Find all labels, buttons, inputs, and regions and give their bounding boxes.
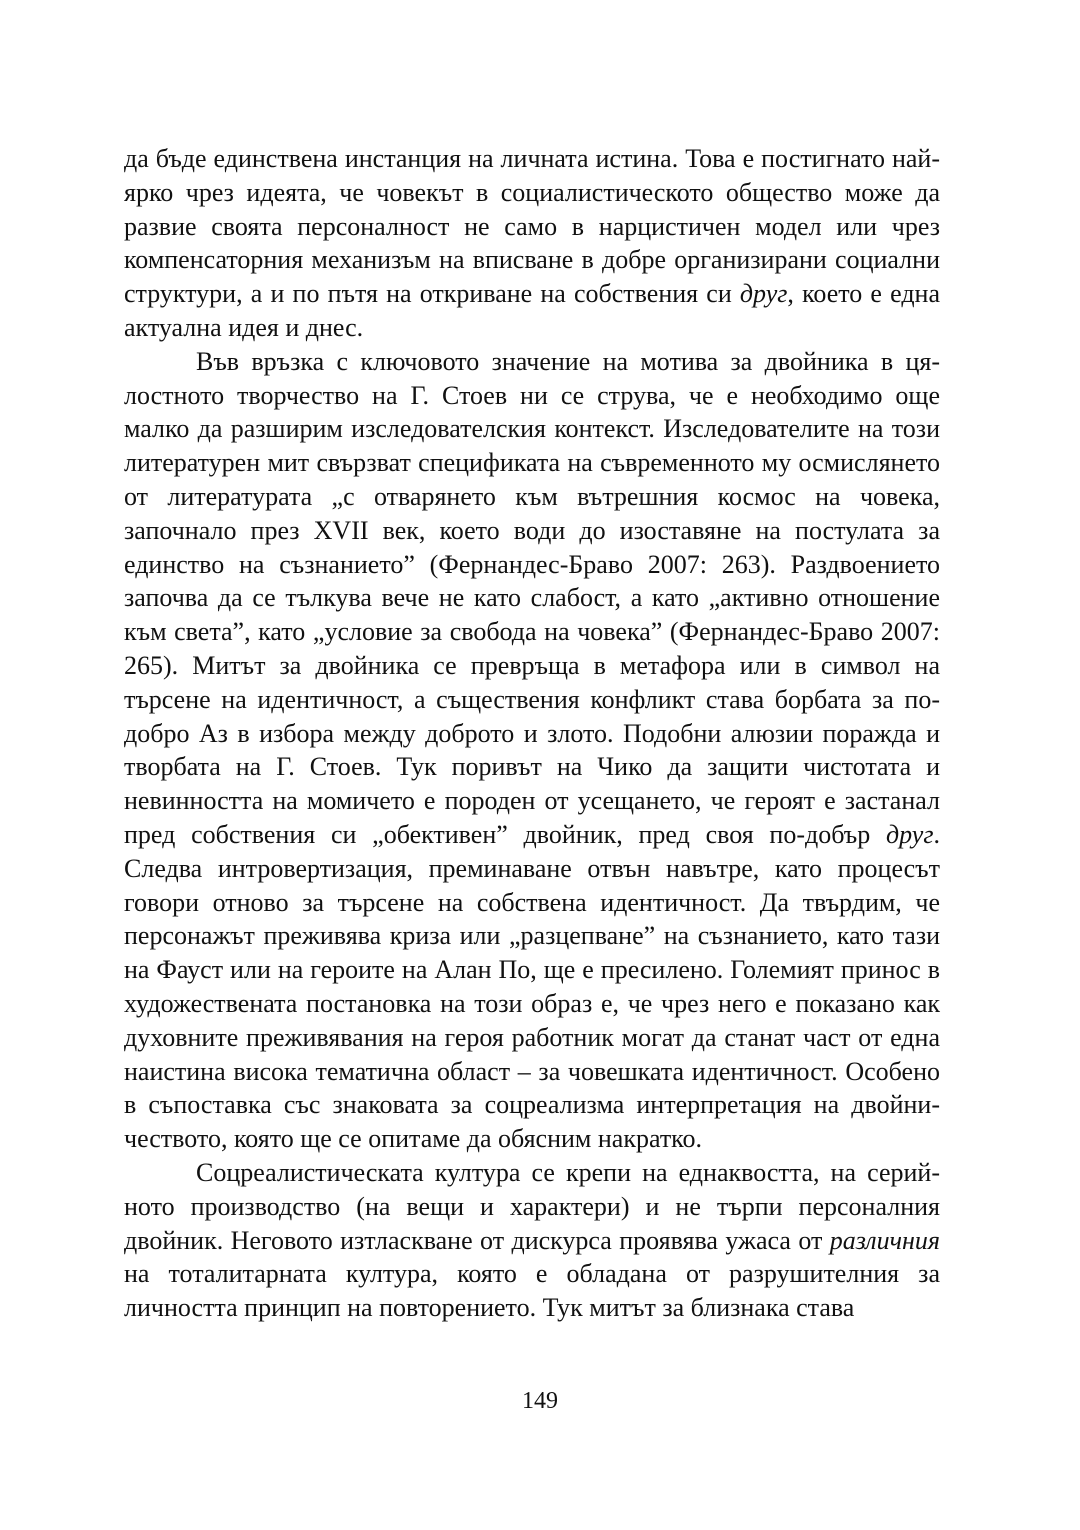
page-number: 149: [522, 1388, 558, 1414]
text-run: , което е една актуална идея и днес.: [124, 279, 940, 342]
body-text: [124, 142, 940, 1325]
text-run: да бъде единствена инстанция на личната истина. Това е постигнато най-ярко чрез идеята, че човекът в социалистическото общество може да развие своята персоналност не само в нарцистичен модел или чрез компенсаторния механизъм на вписване в добре организирани социални структури, а и по пътя на откриване на собствения си: [124, 144, 940, 309]
text-run: Соцреалистическата култура се крепи на еднаквостта, на серийното производство (на вещи и характери) и не търпи персоналния двойник. Неговото изтласкване от дискурса проявява ужаса от: [124, 1157, 940, 1255]
text-run: . Следва интровертизация, преминаване отвън навътре, като процесът говори отново за търсене на собствена идентичност. Да твърдим, че персонажът преживява криза или „разцепване” на съзнанието, като тази на Фауст или на героите на Алан По, ще е пресилено. Големият принос в художествената постановка на този образ е, че чрез него е показано как духовните преживявания на героя работник могат да станат част от една наистина висока тематична област – за човешката идентичност. Особено в съпоставка със знаковата за соцреализма интерпретация на двойничеството, която ще се опитаме да обясним накратко.: [124, 819, 940, 1154]
paragraph-2: [124, 345, 940, 1156]
italic-text: друг: [886, 819, 934, 849]
paragraph-1: [124, 142, 940, 345]
text-run: на тоталитарната култура, която е обладана от разрушителния за личността принцип на повторението. Тук митът за близнака става: [124, 1259, 940, 1323]
italic-text: друг: [739, 279, 788, 309]
italic-text: различния: [829, 1225, 940, 1255]
paragraph-3: [124, 1156, 940, 1325]
text-run: Във връзка с ключовото значение на мотива за двойника в цялостното творчество на Г. Стоев ни се струва, че е необходимо още малко да разширим изследователския контекст. Изследователите на този литературен мит свързват спецификата на съвременното му осмислянето от литературата „с отварянето към вътрешния космос на човека, започнало през XVII век, което води до изоставяне на постулата за единство на съзнанието” (Фернандес-Браво 2007: 263). Раздвоението започва да се тълкува вече не като слабост, а като „активно отношение към света”, като „условие за свобода на човека” (Фернандес-Браво 2007: 265). Митът за двойника се превръща в метафора или в символ на търсене на идентичност, а съществения конфликт става борбата за по-добро Аз в избора между доброто и злото. Подобни алюзии поражда и творбата на Г. Стоев. Тук поривът на Чико да защити чистотата и невинността на момичето е породен от усещането, че героят е застанал пред собствения си „обективен” двойник, пред своя по-добър: [124, 346, 940, 849]
